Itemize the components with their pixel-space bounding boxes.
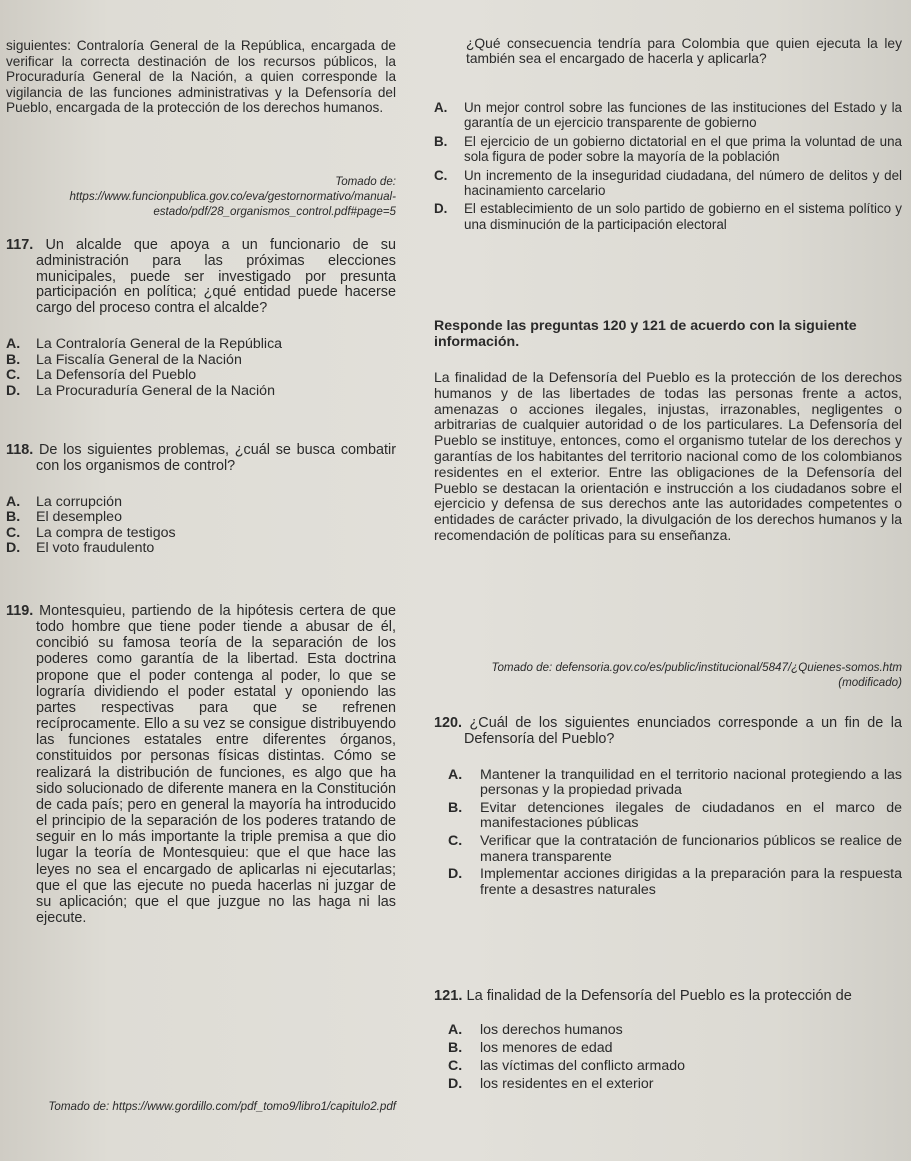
- q120-option-d-letter: D.: [448, 866, 463, 883]
- question-119-options: [434, 100, 902, 232]
- q119-option-c[interactable]: [434, 168, 902, 199]
- q120-option-c-text: Verificar que la contratación de funcionarios públicos se realice de manera transparente: [480, 832, 902, 865]
- q117-option-c-text: La Defensoría del Pueblo: [36, 367, 197, 384]
- q121-option-b[interactable]: [434, 1039, 902, 1057]
- q119-option-a[interactable]: [434, 100, 902, 131]
- q118-option-a-text: La corrupción: [36, 493, 122, 510]
- q118-option-d-letter: D.: [6, 540, 21, 557]
- question-121-stem: [434, 988, 902, 1005]
- q121-option-d[interactable]: [434, 1075, 902, 1093]
- q119-option-b-letter: B.: [434, 133, 448, 149]
- q117-option-b-text: La Fiscalía General de la Nación: [36, 351, 242, 368]
- source-citation-3: Tomado de: defensoria.gov.co/es/public/institucional/5847/¿Quienes-somos.htm (modificado): [491, 661, 902, 689]
- question-118-text: De los siguientes problemas, ¿cuál se busca combatir con los organismos de control?: [36, 442, 396, 474]
- question-117-text: Un alcalde que apoya a un funcionario de su administración para las próximas elecciones municipales, puede ser investigado por presunta participación en política; ¿qué entidad puede hacerse cargo del proceso contra el alcalde?: [36, 237, 396, 317]
- question-117-stem: [6, 238, 396, 317]
- q119-option-d-text: El establecimiento de un solo partido de gobierno en el sistema político y una disminución de la participación electoral: [464, 201, 902, 232]
- q117-option-a-letter: A.: [6, 335, 21, 352]
- q121-option-d-letter: D.: [448, 1076, 463, 1092]
- q119-option-d-letter: D.: [434, 201, 448, 217]
- q120-option-b-letter: B.: [448, 799, 463, 816]
- q117-option-b[interactable]: [6, 353, 396, 369]
- question-120-number: 120.: [434, 715, 463, 731]
- intro-text: siguientes: Contraloría General de la República, encargada de verificar la correcta destinación de los recursos públicos, la Procuraduría General de la Nación, a quien corresponde la vigilancia de las funciones administrativas y la Defensoría del Pueblo, encargada de la protección de los derechos humanos.: [6, 38, 396, 116]
- q120-option-a-text: Mantener la tranquilidad en el territorio nacional protegiendo a las personas y la propiedad privada: [480, 766, 902, 799]
- q121-option-c-text: las víctimas del conflicto armado: [480, 1058, 686, 1074]
- q117-option-a-text: La Contraloría General de la República: [36, 335, 283, 352]
- q119-option-d[interactable]: [434, 201, 902, 232]
- q117-option-d-letter: D.: [6, 382, 21, 399]
- question-121-number: 121.: [434, 988, 463, 1004]
- q120-option-c-letter: C.: [448, 832, 463, 849]
- question-117-options: [6, 337, 396, 399]
- question-120-text: ¿Cuál de los siguientes enunciados corresponde a un fin de la Defensoría del Pueblo?: [464, 715, 902, 747]
- info-heading: Responde las preguntas 120 y 121 de acuerdo con la siguiente información.: [434, 318, 857, 350]
- question-118-number: 118.: [6, 442, 34, 458]
- q121-option-b-letter: B.: [448, 1040, 463, 1056]
- q121-option-a[interactable]: [434, 1021, 902, 1039]
- question-119-text: Montesquieu, partiendo de la hipótesis certera de que todo hombre que tiene poder tiende a abusar de él, concibió su famosa teoría de la separación de los poderes como garantía de la libertad. Esta doctrina propone que el poder contenga al poder, lo que se lograría dividiendo el poder estatal y oponiendo las partes respectivas para que se refrenen recíprocamente. Ello a su vez se consigue distribuyendo las funciones estatales entre diferentes órganos, constituidos por personas físicas distintas. Cómo se realizará la distribución de funciones, es algo que ha sido solucionado de diferente manera en la Constitución de cada país; pero en general la mayoría ha introducido el principio de la separación de los poderes tratando de seguir en lo más importante la triple premisa a que dio lugar la teoría de Montesquieu: que el que hace las leyes no sea el encargado de aplicarlas ni ejecutarlas; que el que las ejecute no pueda hacerlas ni juzgar de su aplicación; que el que juzgue no las haga ni las ejecute.: [36, 603, 396, 926]
- q120-option-b[interactable]: [434, 801, 902, 832]
- source-citation-1: Tomado de: https://www.funcionpublica.gov.co/eva/gestornormativo/manual-estado/pdf/28_organismos_control.pdf#page=5: [69, 175, 396, 218]
- q120-option-b-text: Evitar detenciones ilegales de ciudadanos en el marco de manifestaciones públicas: [480, 799, 902, 832]
- q121-option-c[interactable]: [434, 1057, 902, 1075]
- q121-option-d-text: los residentes en el exterior: [480, 1076, 654, 1092]
- q120-option-c[interactable]: [434, 834, 902, 865]
- q118-option-b-letter: B.: [6, 509, 21, 526]
- question-118-stem: [6, 443, 396, 475]
- q118-option-c[interactable]: [6, 526, 396, 542]
- q117-option-d[interactable]: [6, 384, 396, 400]
- question-120-stem: [434, 716, 902, 748]
- q119-option-a-text: Un mejor control sobre las funciones de las instituciones del Estado y la garantía de un ejercicio transparente de gobierno: [464, 100, 902, 131]
- q121-option-a-text: los derechos humanos: [480, 1022, 623, 1038]
- q118-option-c-text: La compra de testigos: [36, 524, 176, 541]
- question-121: [434, 988, 902, 1093]
- question-121-text: La finalidad de la Defensoría del Pueblo es la protección de: [466, 988, 852, 1004]
- q117-option-c-letter: C.: [6, 367, 21, 384]
- q118-option-b-text: El desempleo: [36, 509, 122, 526]
- q119-option-c-text: Un incremento de la inseguridad ciudadana, del número de delitos y del hacinamiento carcelario: [464, 167, 902, 199]
- question-119-stem: [6, 603, 396, 926]
- q121-option-c-letter: C.: [448, 1058, 463, 1074]
- q118-option-a-letter: A.: [6, 493, 21, 510]
- question-117-number: 117.: [6, 237, 34, 253]
- q118-option-d-text: El voto fraudulento: [36, 540, 155, 557]
- q117-option-a[interactable]: [6, 337, 396, 353]
- question-117: [6, 238, 396, 399]
- question-119-number: 119.: [6, 603, 34, 619]
- q118-option-a[interactable]: [6, 495, 396, 511]
- q121-option-a-letter: A.: [448, 1022, 463, 1038]
- q121-option-b-text: los menores de edad: [480, 1040, 613, 1056]
- question-119: [6, 603, 396, 926]
- q120-option-d[interactable]: [434, 867, 902, 898]
- q117-option-b-letter: B.: [6, 351, 21, 368]
- q118-option-d[interactable]: [6, 541, 396, 557]
- question-120-options: [434, 768, 902, 899]
- q118-option-b[interactable]: [6, 510, 396, 526]
- q117-option-c[interactable]: [6, 368, 396, 384]
- q119-option-b-text: El ejercicio de un gobierno dictatorial en el que prima la voluntad de una sola figura de poder sobre la mayoría de la población: [464, 133, 902, 165]
- source-citation-2: Tomado de: https://www.gordillo.com/pdf_tomo9/libro1/capitulo2.pdf: [48, 1100, 396, 1113]
- question-119-prompt: ¿Qué consecuencia tendría para Colombia que quien ejecuta la ley también sea el encargado de hacerla y aplicarla?: [466, 36, 902, 67]
- q120-option-a[interactable]: [434, 768, 902, 799]
- defensoria-info-text: La finalidad de la Defensoría del Pueblo es la protección de los derechos humanos y de las libertades de todas las personas frente a actos, amenazas o acciones ilegales, injustas, irrazonables, negligentes o arbitrarias de cualquier autoridad o de los particulares. La Defensoría del Pueblo se instituye, entonces, como el organismo tutelar de los derechos y garantías de los habitantes del territorio nacional como de los colombianos residentes en el exterior. Entre las obligaciones de la Defensoría del Pueblo se destacan la orientación e instrucción a los ciudadanos sobre el ejercicio y defensa de sus derechos ante las autoridades competentes o entidades de carácter privado, la divulgación de los derechos humanos y la recomendación de políticas para su enseñanza.: [434, 369, 902, 543]
- q118-option-c-letter: C.: [6, 524, 21, 541]
- q119-option-a-letter: A.: [434, 100, 448, 115]
- q117-option-d-text: La Procuraduría General de la Nación: [36, 382, 275, 399]
- question-118: [6, 443, 396, 557]
- question-121-options: [434, 1021, 902, 1093]
- q119-option-c-letter: C.: [434, 167, 448, 183]
- q120-option-a-letter: A.: [448, 766, 463, 783]
- question-120: [434, 716, 902, 898]
- q119-option-b[interactable]: [434, 134, 902, 165]
- question-118-options: [6, 495, 396, 557]
- q120-option-d-text: Implementar acciones dirigidas a la preparación para la respuesta frente a desastres naturales: [480, 866, 902, 898]
